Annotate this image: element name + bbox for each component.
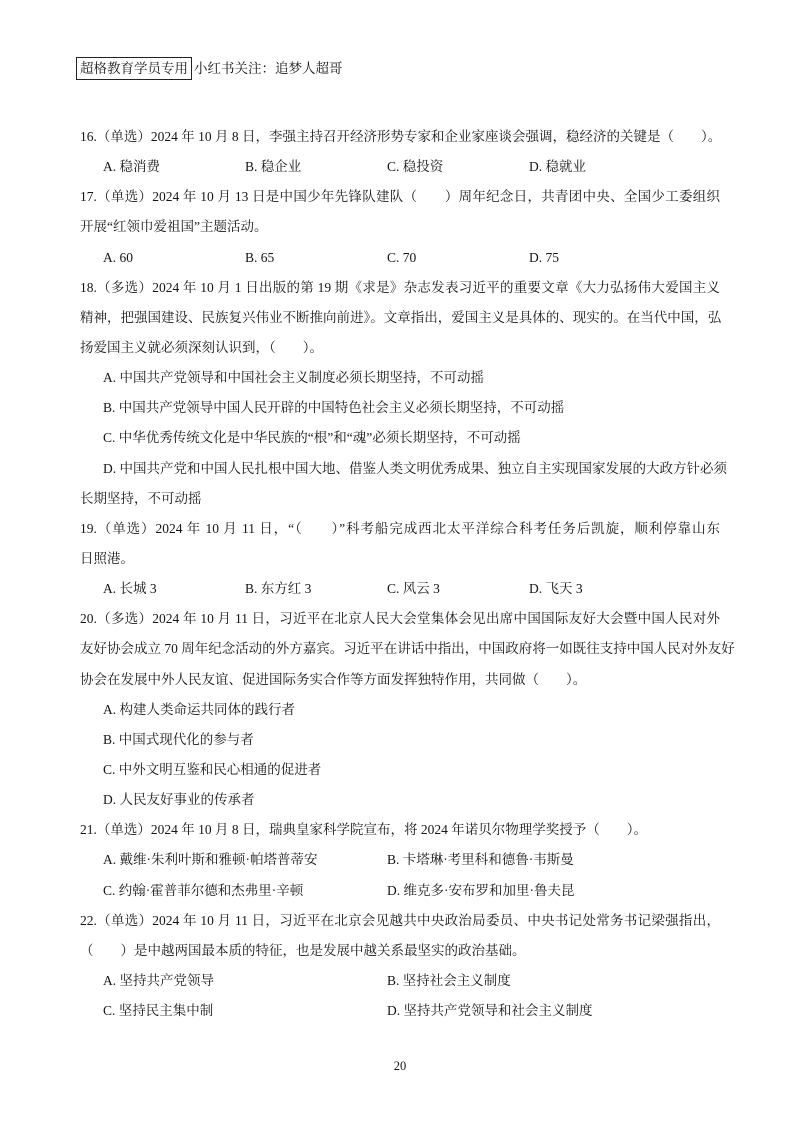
option-b: B. 中国式现代化的参与者: [103, 731, 254, 747]
option-a: A. 稳消费: [103, 159, 160, 175]
options-row: [80, 876, 720, 906]
options-row: [80, 574, 720, 604]
option-a: A. 坚持共产党领导: [103, 972, 214, 988]
option-a: A. 中国共产党领导和中国社会主义制度必须长期坚持，不可动摇: [103, 370, 484, 386]
question-21: [80, 815, 720, 905]
question-list: [80, 122, 735, 1026]
option-d: D. 飞天 3: [529, 581, 583, 597]
option-d: D. 中国共产党和中国人民扎根中国大地、借鉴人类文明优秀成果、独立自主实现国家发展的大政方针必须: [103, 460, 727, 476]
header-follow-note: 小红书关注：追梦人超哥: [194, 61, 343, 76]
options-row: [80, 152, 720, 182]
question-stem-line: 21.（单选）2024 年 10 月 8 日，瑞典皇家科学院宣布，将 2024 年诺贝尔物理学奖授予（ ）。: [80, 822, 647, 838]
option-a: A. 长城 3: [103, 581, 157, 597]
options-row: [80, 996, 720, 1026]
option-b: B. 卡塔琳·考里科和德鲁·韦斯曼: [387, 852, 574, 868]
question-stem-line: 扬爱国主义就必须深刻认识到，（ ）。: [80, 339, 323, 355]
question-17: [80, 182, 720, 272]
option-c: C. 70: [387, 249, 417, 265]
question-16: [80, 122, 720, 182]
options-row: [80, 243, 720, 273]
question-19: [80, 514, 720, 604]
option-b: B. 东方红 3: [245, 581, 312, 597]
option-b: B. 坚持社会主义制度: [387, 972, 511, 988]
page-number: 20: [393, 1059, 407, 1073]
question-stem-line: 20.（多选）2024 年 10 月 11 日，习近平在北京人民大会堂集体会见出席中国国际友好大会暨中国人民对外: [80, 611, 720, 627]
option-b: B. 稳企业: [245, 159, 302, 175]
option-d-continued: 长期坚持，不可动摇: [80, 490, 202, 506]
question-22: [80, 906, 720, 1027]
question-stem-line: 日照港。: [80, 550, 134, 566]
question-stem-line: （ ）是中越两国最本质的特征，也是发展中越关系最坚实的政治基础。: [80, 942, 526, 958]
option-c: C. 坚持民主集中制: [103, 1003, 214, 1019]
question-stem-line: 精神，把强国建设、民族复兴伟业不断推向前进》。文章指出，爱国主义是具体的、现实的。在当代中国，弘: [80, 309, 722, 325]
page-header: [76, 57, 343, 80]
option-d: D. 人民友好事业的传承者: [103, 792, 255, 808]
option-d: D. 维克多·安布罗和加里·鲁夫昆: [387, 882, 575, 898]
option-c: C. 中华优秀传统文化是中华民族的“根”和“魂”必须长期坚持，不可动摇: [103, 430, 521, 446]
options-row: [80, 966, 720, 996]
options-row: [80, 845, 720, 875]
question-20: [80, 604, 735, 815]
option-c: C. 约翰·霍普菲尔德和杰弗里·辛顿: [103, 882, 304, 898]
question-stem-line: 22.（单选）2024 年 10 月 11 日，习近平在北京会见越共中央政治局委员、中央书记处常务书记梁强指出，: [80, 912, 720, 928]
option-b: B. 65: [245, 249, 275, 265]
question-stem-line: 18.（多选）2024 年 10 月 1 日出版的第 19 期《求是》杂志发表习近平的重要文章《大力弘扬伟大爱国主义: [80, 279, 720, 295]
question-stem-line: 协会在发展中外人民友谊、促进国际务实合作等方面发挥独特作用，共同做（ ）。: [80, 671, 587, 687]
option-b: B. 中国共产党领导中国人民开辟的中国特色社会主义必须长期坚持，不可动摇: [103, 400, 565, 416]
header-badge: 超格教育学员专用: [76, 57, 192, 80]
question-stem-line: 开展“红领巾爱祖国”主题活动。: [80, 219, 268, 235]
option-c: C. 中外文明互鉴和民心相通的促进者: [103, 761, 322, 777]
option-c: C. 稳投资: [387, 159, 444, 175]
option-a: A. 戴维·朱利叶斯和雅顿·帕塔普蒂安: [103, 852, 318, 868]
option-a: A. 60: [103, 249, 133, 265]
question-stem-line: 17.（单选）2024 年 10 月 13 日是中国少年先锋队建队（ ）周年纪念日，共青团中央、全国少工委组织: [80, 189, 720, 205]
question-stem-line: 16.（单选）2024 年 10 月 8 日，李强主持召开经济形势专家和企业家座谈会强调，稳经济的关键是（ ）。: [80, 129, 722, 144]
option-d: D. 75: [529, 249, 559, 265]
question-stem-line: 友好协会成立 70 周年纪念活动的外方嘉宾。习近平在讲话中指出，中国政府将一如既往支持中国人民对外友好: [80, 641, 735, 657]
option-d: D. 稳就业: [529, 159, 586, 175]
option-d: D. 坚持共产党领导和社会主义制度: [387, 1003, 593, 1019]
question-stem-line: 19.（单选）2024 年 10 月 11 日，“（ ）”科考船完成西北太平洋综合科考任务后凯旋，顺利停靠山东: [80, 520, 720, 536]
question-18: [80, 273, 727, 514]
option-c: C. 风云 3: [387, 581, 440, 597]
option-a: A. 构建人类命运共同体的践行者: [103, 701, 295, 717]
